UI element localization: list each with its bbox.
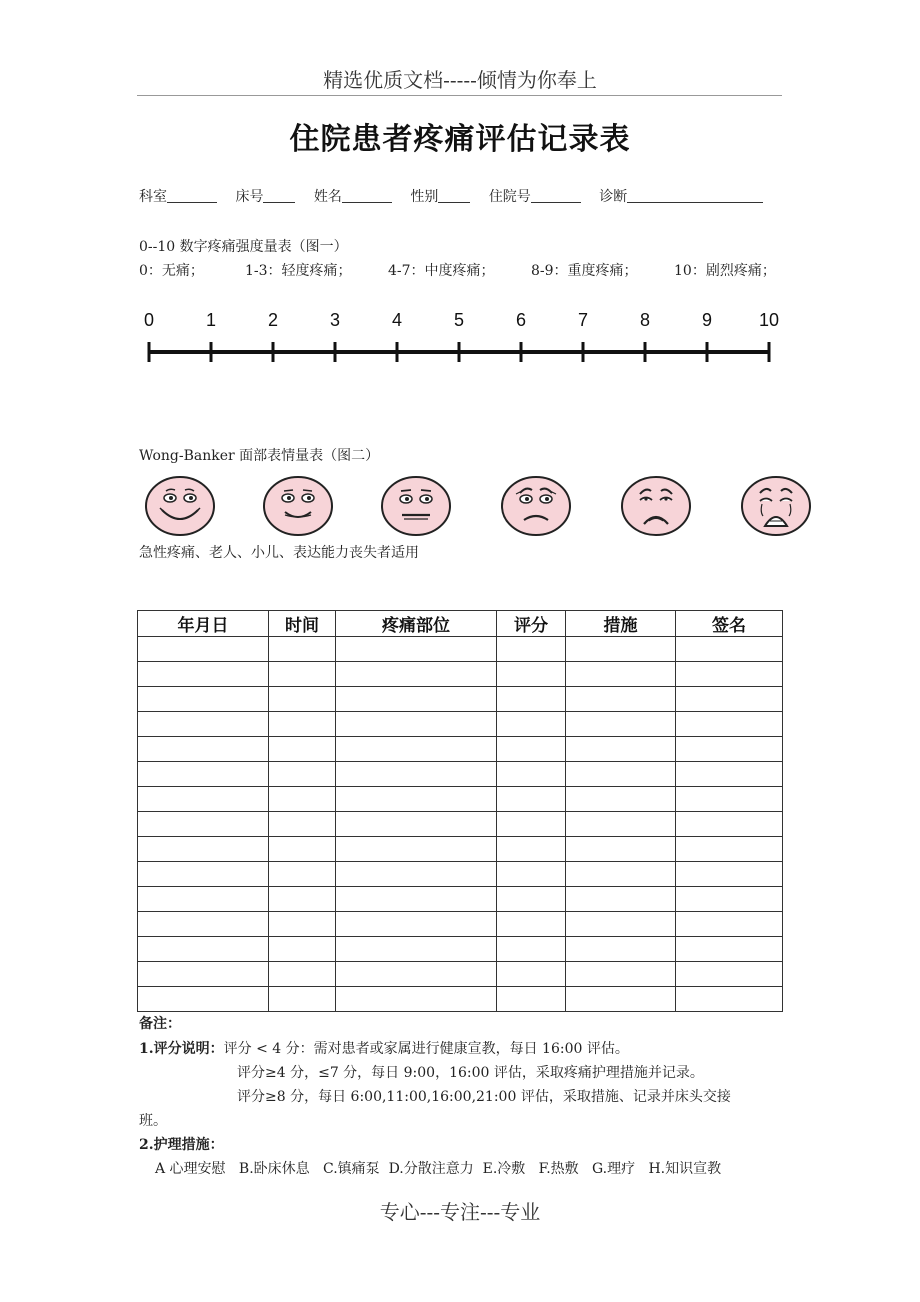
score-explanation-line-1: 1.评分说明：评分 < 4 分：需对患者或家属进行健康宣教，每日 16:00 评估。 [139,1041,629,1057]
table-cell[interactable] [566,887,676,912]
legend-extreme-pain: 10：剧烈疼痛； [674,263,776,279]
table-cell[interactable] [676,787,783,812]
scale-tick-label: 10 [758,310,780,330]
scale-tick-label: 8 [639,310,651,330]
table-cell[interactable] [336,812,497,837]
table-row [138,937,783,962]
table-cell[interactable] [497,912,566,937]
table-cell[interactable] [336,987,497,1012]
table-cell[interactable] [676,887,783,912]
table-cell[interactable] [566,912,676,937]
face-scale-note: 急性疼痛、老人、小儿、表达能力丧失者适用 [139,545,419,561]
page-footer: 专心---专注---专业 [379,1200,541,1224]
table-cell[interactable] [138,662,269,687]
table-cell[interactable] [269,737,336,762]
scale-tick-label: 9 [701,310,713,330]
table-cell[interactable] [336,887,497,912]
face-scale-caption: Wong-Banker 面部表情量表（图二） [139,448,380,464]
field-bed-number[interactable]: 床号 [235,189,295,205]
table-cell[interactable] [566,787,676,812]
table-cell[interactable] [336,662,497,687]
table-cell[interactable] [269,837,336,862]
field-diagnosis[interactable]: 诊断 [599,189,763,205]
score-explanation-title: 1.评分说明： [139,1041,224,1057]
table-cell[interactable] [138,962,269,987]
table-cell[interactable] [566,737,676,762]
table-row [138,987,783,1012]
score-explanation-line-2: 评分≥4 分，≤7 分，每日 9:00，16:00 评估，采取疼痛护理措施并记录。 [237,1065,704,1081]
table-cell[interactable] [497,837,566,862]
table-cell[interactable] [497,712,566,737]
table-header-row [138,611,783,637]
table-cell[interactable] [566,812,676,837]
table-cell[interactable] [336,712,497,737]
face-10-hurts-worst-icon [740,474,812,538]
table-cell[interactable] [269,662,336,687]
table-row [138,687,783,712]
table-cell[interactable] [676,637,783,662]
table-cell[interactable] [566,637,676,662]
table-cell[interactable] [497,962,566,987]
table-cell[interactable] [497,787,566,812]
score-explanation-line-3-cont: 班。 [139,1113,167,1129]
col-header-measures: 措施 [566,611,676,637]
legend-moderate-pain: 4-7：中度疼痛； [388,263,495,279]
field-name[interactable]: 姓名 [314,189,392,205]
table-cell[interactable] [336,762,497,787]
scale-tick-label: 3 [329,310,341,330]
table-row [138,912,783,937]
table-cell[interactable] [497,987,566,1012]
col-header-signature: 签名 [676,611,783,637]
table-cell[interactable] [138,687,269,712]
table-cell[interactable] [676,862,783,887]
wong-baker-faces [130,470,830,540]
table-cell[interactable] [336,962,497,987]
table-row [138,887,783,912]
table-cell[interactable] [138,637,269,662]
table-cell[interactable] [566,712,676,737]
table-cell[interactable] [676,987,783,1012]
field-department[interactable]: 科室 [139,189,217,205]
table-cell[interactable] [269,887,336,912]
table-cell[interactable] [336,837,497,862]
table-cell[interactable] [269,787,336,812]
table-cell[interactable] [269,862,336,887]
scale-tick-label: 5 [453,310,465,330]
score-explanation-line-3: 评分≥8 分，每日 6:00,11:00,16:00,21:00 评估，采取措施、记录并床头交接 [237,1089,731,1105]
scale-tick-label: 4 [391,310,403,330]
table-cell[interactable] [269,762,336,787]
table-cell[interactable] [497,937,566,962]
table-row [138,862,783,887]
table-cell[interactable] [138,887,269,912]
table-cell[interactable] [676,762,783,787]
table-cell[interactable] [566,962,676,987]
table-cell[interactable] [497,762,566,787]
face-6-hurts-even-more-icon [500,474,572,538]
table-cell[interactable] [566,837,676,862]
table-cell[interactable] [336,737,497,762]
care-measures-list: A 心理安慰 B.卧床休息 C.镇痛泵 D.分散注意力 E.冷敷 F.热敷 G.理疗 H.知识宣教 [155,1161,722,1177]
header-divider [137,95,782,96]
face-2-hurts-little-icon [262,474,334,538]
table-row [138,737,783,762]
table-cell[interactable] [497,687,566,712]
table-cell[interactable] [138,787,269,812]
col-header-date: 年月日 [138,611,269,637]
table-cell[interactable] [138,937,269,962]
table-cell[interactable] [269,987,336,1012]
legend-no-pain: 0：无痛； [139,263,204,279]
table-cell[interactable] [566,937,676,962]
face-4-hurts-more-icon [380,474,452,538]
table-cell[interactable] [497,737,566,762]
care-measures-title: 2.护理措施： [139,1137,224,1153]
pain-record-table [137,610,783,1012]
table-row [138,787,783,812]
table-cell[interactable] [497,637,566,662]
field-admission-number[interactable]: 住院号 [489,189,581,205]
table-cell[interactable] [138,837,269,862]
table-cell[interactable] [269,962,336,987]
table-cell[interactable] [138,762,269,787]
col-header-score: 评分 [497,611,566,637]
table-cell[interactable] [497,812,566,837]
table-cell[interactable] [269,687,336,712]
table-cell[interactable] [676,812,783,837]
table-cell[interactable] [269,637,336,662]
scale-tick-label: 6 [515,310,527,330]
table-cell[interactable] [269,812,336,837]
form-title: 住院患者疼痛评估记录表 [289,122,631,157]
field-gender[interactable]: 性别 [410,189,470,205]
table-row [138,762,783,787]
table-cell[interactable] [676,687,783,712]
table-cell[interactable] [676,937,783,962]
table-cell[interactable] [336,637,497,662]
numeric-scale-caption: 0--10 数字疼痛强度量表（图一） [139,239,348,255]
table-cell[interactable] [566,662,676,687]
table-cell[interactable] [138,862,269,887]
table-cell[interactable] [336,687,497,712]
table-cell[interactable] [138,737,269,762]
col-header-pain-site: 疼痛部位 [336,611,497,637]
table-cell[interactable] [138,812,269,837]
table-cell[interactable] [676,912,783,937]
table-cell[interactable] [336,937,497,962]
table-cell[interactable] [138,987,269,1012]
table-cell[interactable] [566,862,676,887]
table-cell[interactable] [269,712,336,737]
table-cell[interactable] [676,712,783,737]
scale-tick-label: 0 [143,310,155,330]
table-cell[interactable] [138,912,269,937]
scale-tick-label: 1 [205,310,217,330]
table-cell[interactable] [566,987,676,1012]
table-cell[interactable] [269,937,336,962]
legend-severe-pain: 8-9：重度疼痛； [531,263,638,279]
table-cell[interactable] [676,837,783,862]
notes-title: 备注： [139,1016,181,1032]
table-cell[interactable] [497,862,566,887]
table-row [138,812,783,837]
table-cell[interactable] [676,962,783,987]
table-row [138,637,783,662]
face-0-no-hurt-icon [144,474,216,538]
patient-info-line [139,186,763,206]
table-cell[interactable] [336,787,497,812]
table-cell[interactable] [497,662,566,687]
table-row [138,662,783,687]
table-cell[interactable] [138,712,269,737]
table-cell[interactable] [676,662,783,687]
scale-tick-label: 2 [267,310,279,330]
table-cell[interactable] [497,887,566,912]
table-cell[interactable] [566,762,676,787]
table-cell[interactable] [336,912,497,937]
face-8-hurts-whole-lot-icon [620,474,692,538]
legend-mild-pain: 1-3：轻度疼痛； [245,263,352,279]
numeric-pain-scale [130,300,790,380]
table-cell[interactable] [336,862,497,887]
table-cell[interactable] [566,687,676,712]
scale-tick-label: 7 [577,310,589,330]
page-header: 精选优质文档-----倾情为你奉上 [323,68,597,92]
col-header-time: 时间 [269,611,336,637]
table-cell[interactable] [676,737,783,762]
table-row [138,712,783,737]
table-cell[interactable] [269,912,336,937]
table-row [138,837,783,862]
table-row [138,962,783,987]
